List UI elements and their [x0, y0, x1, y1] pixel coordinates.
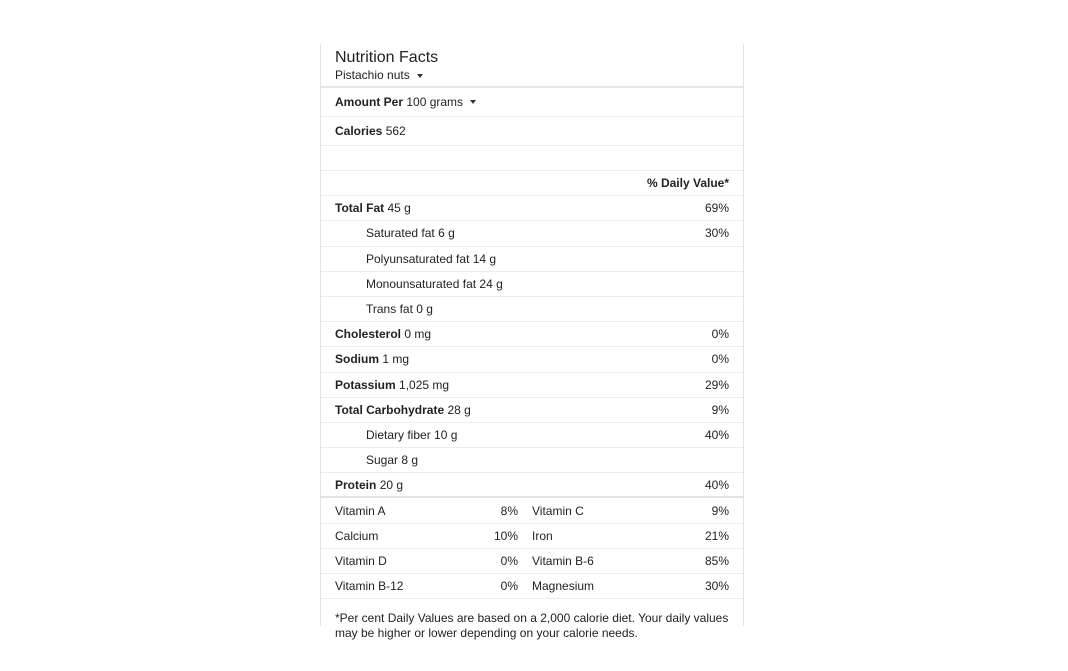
- nutrient-name: Dietary fiber: [366, 427, 431, 442]
- nutrient-name: Total Carbohydrate: [335, 402, 445, 417]
- vitamin-name: Magnesium: [532, 579, 595, 594]
- nutrition-facts-panel: [320, 44, 744, 641]
- vitamin-dv: 21%: [704, 528, 729, 543]
- nutrient-amount: 45 g: [387, 201, 411, 216]
- nutrient-name: Sugar: [366, 453, 399, 468]
- nutrient-amount: 1 mg: [382, 352, 410, 367]
- nutrient-name: Polyunsaturated fat: [366, 251, 470, 266]
- nutrient-name: Protein: [335, 477, 377, 492]
- nutrient-row-dietary-fiber: [321, 423, 743, 448]
- nutrient-amount: 24 g: [479, 276, 503, 291]
- nutrient-row-monounsaturated-fat: [321, 272, 743, 297]
- nutrient-name: Saturated fat: [366, 226, 435, 241]
- vitamin-dv: 85%: [704, 553, 729, 568]
- nutrient-row-potassium: [321, 373, 743, 398]
- nutrient-name: Trans fat: [366, 302, 413, 317]
- nutrient-row-protein: [321, 473, 743, 498]
- vitamin-dv: 0%: [500, 553, 518, 568]
- calories-value: 562: [385, 124, 406, 138]
- nutrient-row-saturated-fat: [321, 221, 743, 246]
- nutrient-row-sugar: [321, 448, 743, 473]
- nutrient-name: Monounsaturated fat: [366, 276, 477, 291]
- calories-label: Calories: [335, 124, 383, 138]
- vitamin-dv: 8%: [500, 503, 518, 518]
- serving-size-selector[interactable]: 100 grams: [406, 95, 464, 109]
- nutrient-row-polyunsaturated-fat: [321, 247, 743, 272]
- daily-value-footnote: *Per cent Daily Values are based on a 2,000 calorie diet. Your daily values may be higher or lower depending on your calorie needs.: [335, 611, 729, 641]
- nutrient-amount: 28 g: [447, 402, 471, 417]
- nutrient-amount: 20 g: [379, 477, 404, 492]
- nutrient-name: Potassium: [335, 377, 396, 392]
- nutrient-dv: 30%: [704, 226, 729, 241]
- nutrient-dv: 40%: [704, 477, 729, 492]
- vitamin-name: Vitamin C: [532, 503, 584, 518]
- nutrient-amount: 8 g: [401, 453, 419, 468]
- nutrient-dv: 69%: [704, 201, 729, 216]
- nutrient-dv: 0%: [711, 327, 729, 342]
- calories-row: [321, 117, 743, 146]
- nutrient-name: Cholesterol: [335, 327, 402, 342]
- nutrient-amount: 0 g: [416, 302, 433, 317]
- vitamin-row: [321, 498, 743, 523]
- food-selector[interactable]: [335, 68, 743, 83]
- nutrient-row-trans-fat: [321, 297, 743, 322]
- vitamin-row: [321, 574, 743, 599]
- vitamin-name: Calcium: [335, 528, 379, 543]
- vitamin-row: [321, 549, 743, 574]
- nutrient-dv: 0%: [711, 352, 729, 367]
- nutrient-amount: 6 g: [438, 226, 455, 241]
- nutrient-amount: 10 g: [434, 427, 458, 442]
- vitamin-dv: 0%: [500, 579, 518, 594]
- nutrient-name: Sodium: [335, 352, 379, 367]
- nutrient-amount: 0 mg: [404, 327, 432, 342]
- vitamin-name: Vitamin B-6: [532, 553, 594, 568]
- nutrient-dv: 29%: [704, 377, 729, 392]
- amount-per-label: Amount Per: [335, 95, 404, 109]
- daily-value-header: [321, 171, 743, 196]
- nutrition-title: Nutrition Facts: [335, 49, 439, 66]
- food-dropdown-caret-icon[interactable]: [417, 74, 423, 78]
- vitamin-dv: 10%: [493, 528, 518, 543]
- vitamin-row: [321, 524, 743, 549]
- serving-dropdown-caret-icon[interactable]: [470, 100, 476, 104]
- vitamin-name: Vitamin D: [335, 553, 387, 568]
- nutrient-row-total-carbohydrate: [321, 398, 743, 423]
- nutrient-name: Total Fat: [335, 201, 385, 216]
- vitamin-name: Iron: [532, 528, 553, 543]
- food-name: Pistachio nuts: [335, 68, 410, 82]
- daily-value-header-label: % Daily Value*: [646, 176, 729, 191]
- nutrient-amount: 1,025 mg: [399, 377, 450, 392]
- nutrient-row-cholesterol: [321, 322, 743, 347]
- nutrition-header: [321, 44, 743, 88]
- amount-per-row: [321, 88, 743, 117]
- nutrient-amount: 14 g: [472, 251, 497, 266]
- nutrient-dv: 40%: [704, 427, 729, 442]
- vitamin-dv: 30%: [704, 579, 729, 594]
- vitamin-name: Vitamin A: [335, 503, 386, 518]
- nutrient-dv: 9%: [711, 402, 729, 417]
- vitamin-dv: 9%: [711, 503, 729, 518]
- spacer-row: [321, 146, 743, 171]
- nutrient-row-sodium: [321, 347, 743, 372]
- nutrient-row-total-fat: [321, 196, 743, 221]
- vitamin-name: Vitamin B-12: [335, 579, 404, 594]
